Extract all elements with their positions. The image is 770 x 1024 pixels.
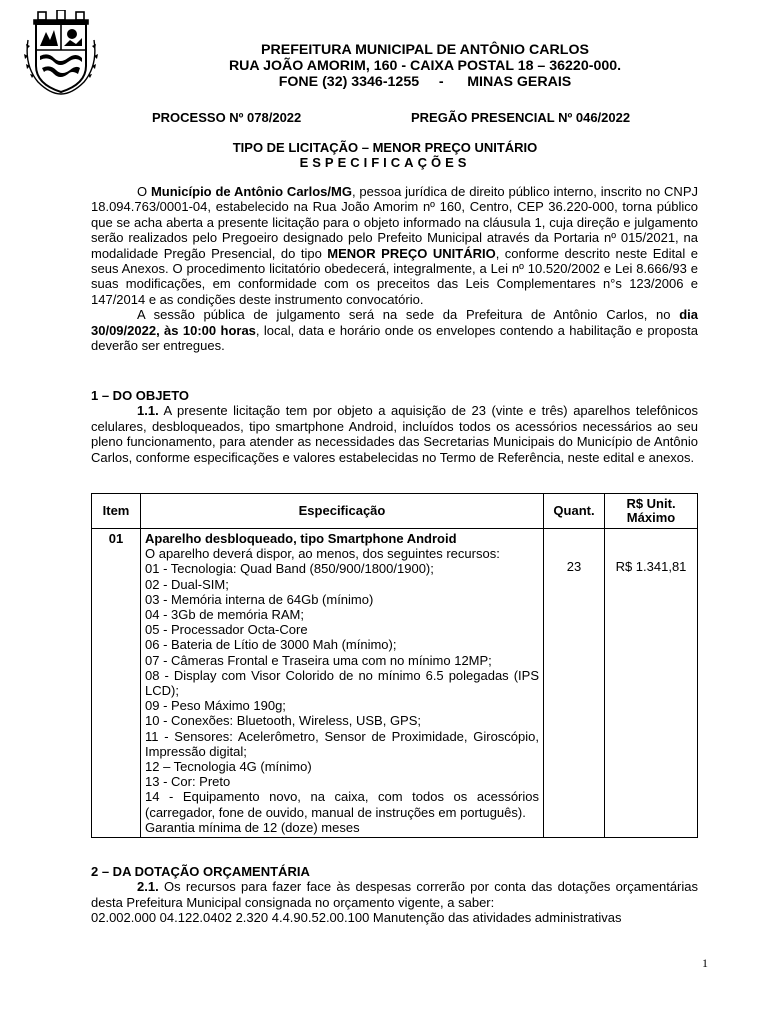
text-run: , local, data e horário onde os envelopes contendo a habilitação e proposta deverão ser entregues. (91, 322, 699, 354)
spec-line: 14 - Equipamento novo, na caixa, com todos os acessórios (carregador, fone de ouvido, manual de instruções em português). (145, 789, 539, 820)
spec-line: 03 - Memória interna de 64Gb (mínimo) (145, 591, 374, 607)
budget-allocation-line: 02.002.000 04.122.0402 2.320 4.4.90.52.00.100 Manutenção das atividades administrativas (91, 910, 622, 926)
spec-line: 08 - Display com Visor Colorido de no mínimo 6.5 polegadas (IPS LCD); (145, 667, 539, 699)
text-run: , conforme descrito neste Edital e seus Anexos. O procedimento licitatório obedecerá, integralmente, a Lei nº 10.520/2002 e Lei 8.666/93 e suas modificações, em conformidade com os preceitos das Leis Complementares n°s 123/2006 e 147/2014 e as condições deste instrumento convocatório. (91, 245, 698, 307)
section-budget-title: 2 – DA DOTAÇÃO ORÇAMENTÁRIA (91, 864, 310, 879)
auction-number: PREGÃO PRESENCIAL Nº 046/2022 (411, 110, 631, 125)
table-row (92, 529, 698, 838)
spec-line: 07 - Câmeras Frontal e Traseira uma com no mínimo 12MP; (145, 652, 492, 668)
spec-line: 11 - Sensores: Acelerômetro, Sensor de Proximidade, Giroscópio, Impressão digital; (145, 728, 539, 759)
bidding-criterion: MENOR PREÇO UNITÁRIO (327, 245, 496, 261)
intro-paragraph-1 (91, 184, 698, 307)
intro-section (91, 184, 698, 353)
col-header-price: R$ Unit. Máximo (605, 494, 698, 529)
section-object-paragraph (91, 403, 698, 465)
header-phone-state: FONE (32) 3346-1255 - MINAS GERAIS (278, 74, 572, 90)
col-header-quant: Quant. (544, 494, 605, 529)
item-max-price: R$ 1.341,81 (605, 529, 698, 838)
spec-line: 12 – Tecnologia 4G (mínimo) (145, 759, 312, 775)
spec-line: 13 - Cor: Preto (145, 774, 231, 790)
specifications-heading: ESPECIFICAÇÕES (299, 155, 471, 170)
spec-line: 10 - Conexões: Bluetooth, Wireless, USB, GPS; (145, 713, 422, 729)
section-budget-paragraph (91, 879, 698, 910)
col-header-spec: Especificação (141, 494, 544, 529)
section-object (91, 388, 698, 465)
spec-line: 01 - Tecnologia: Quad Band (850/900/1800/1900); (145, 561, 434, 577)
spec-line: 04 - 3Gb de memória RAM; (145, 607, 304, 623)
section-budget (91, 864, 698, 926)
item-title: Aparelho desbloqueado, tipo Smartphone Android (145, 531, 457, 546)
spec-line: 02 - Dual-SIM; (145, 576, 229, 592)
session-date: dia 30/09/2022, às 10:00 horas (91, 307, 698, 338)
table-header-row (92, 494, 698, 529)
text-run: , pessoa jurídica de direito público interno, inscrito no CNPJ 18.094.763/0001-04, estabelecido na Rua João Amorim nº 160, Centro, CEP 36.220-000, torna público que se acha aberta a presente licitação para o objeto informado na cláusula 1, cuja direção e julgamento serão realizados pelo Pregoeiro designado pelo Prefeito Municipal através da Portaria nº 015/2021, na modalidade Pregão Presencial, do tipo (91, 184, 698, 261)
item-number: 01 (92, 529, 141, 838)
municipal-crest-logo (24, 10, 98, 96)
clause-number: 2.1. (137, 879, 159, 895)
intro-paragraph-2 (91, 307, 698, 353)
header-address: RUA JOÃO AMORIM, 160 - CAIXA POSTAL 18 – 36220-000. (228, 58, 622, 74)
spec-line: 09 - Peso Máximo 190g; (145, 698, 286, 714)
municipality-name: Município de Antônio Carlos/MG (150, 184, 352, 199)
text-run: O (137, 184, 151, 199)
process-number: PROCESSO Nº 078/2022 (152, 110, 302, 125)
header-title: PREFEITURA MUNICIPAL DE ANTÔNIO CARLOS (261, 42, 589, 58)
spec-line: 06 - Bateria de Lítio de 3000 Mah (mínimo); (145, 637, 397, 653)
text-run: A presente licitação tem por objeto a aquisição de 23 (vinte e três) aparelhos telefônicos celulares, desbloqueados, tipo smartphone Android, incluídos todos os acessórios necessários ao seu pleno funcionamento, para atender as necessidades das Secretarias Municipais do Município de Antônio Carlos, conforme especificações e valores estabelecidas no Termo de Referência, neste edital e anexos. (91, 403, 698, 465)
spec-line: 05 - Processador Octa-Core (145, 622, 308, 638)
specification-table (91, 493, 698, 838)
text-run: A sessão pública de julgamento será na sede da Prefeitura de Antônio Carlos, no (137, 307, 680, 323)
section-object-title: 1 – DO OBJETO (91, 388, 190, 403)
page-number: 1 (702, 956, 708, 970)
item-specification (141, 529, 544, 838)
item-quantity: 23 (544, 529, 605, 838)
bidding-type: TIPO DE LICITAÇÃO – MENOR PREÇO UNITÁRIO (232, 140, 538, 155)
col-header-item: Item (92, 494, 141, 529)
spec-line: Garantia mínima de 12 (doze) meses (145, 819, 360, 835)
text-run: Os recursos para fazer face às despesas correrão por conta das dotações orçamentárias desta Prefeitura Municipal consignada no orçamento vigente, a saber: (91, 879, 698, 910)
spec-line: O aparelho deverá dispor, ao menos, dos seguintes recursos: (145, 546, 500, 562)
clause-number: 1.1. (137, 403, 159, 419)
